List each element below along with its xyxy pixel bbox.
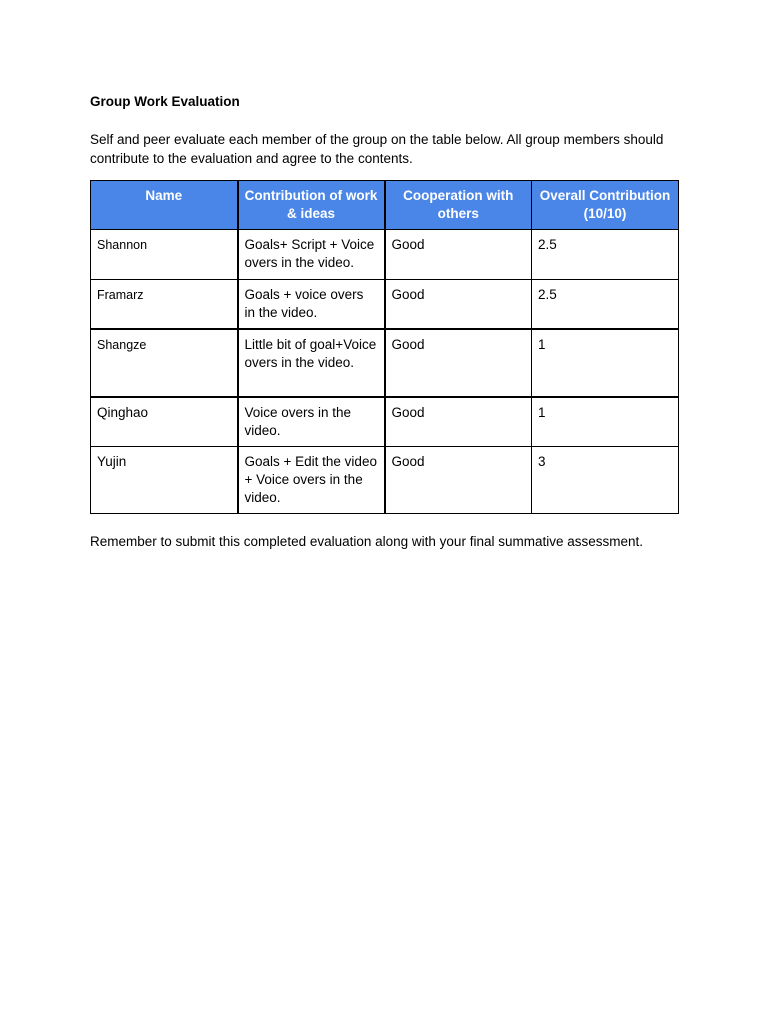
member-overall: 1 [532,397,679,447]
member-contribution: Voice overs in the video. [238,397,385,447]
column-header-name: Name [91,181,238,230]
intro-paragraph: Self and peer evaluate each member of the group on the table below. All group members should contribute to the evaluation and agree to the contents. [90,132,664,166]
member-overall: 1 [532,329,679,397]
member-contribution: Goals + voice overs in the video. [238,280,385,330]
table-row [91,397,679,447]
member-cooperation: Good [385,280,532,330]
member-name: Yujin [91,447,238,514]
member-name: Shangze [91,329,238,397]
member-overall: 3 [532,447,679,514]
table-row [91,447,679,514]
member-name: Qinghao [91,397,238,447]
page-title: Group Work Evaluation [90,94,240,109]
column-header-contribution: Contribution of work & ideas [238,181,385,230]
member-name: Shannon [91,230,238,280]
member-overall: 2.5 [532,280,679,330]
document-page [90,93,680,551]
member-contribution: Goals + Edit the video + Voice overs in the video. [238,447,385,514]
table-row [91,230,679,280]
member-cooperation: Good [385,447,532,514]
member-cooperation: Good [385,329,532,397]
member-contribution: Little bit of goal+Voice overs in the video. [238,329,385,397]
table-row [91,329,679,397]
member-name: Framarz [91,280,238,330]
member-cooperation: Good [385,397,532,447]
footer-note: Remember to submit this completed evaluation along with your final summative assessment. [90,534,643,549]
column-header-cooperation: Cooperation with others [385,181,532,230]
member-contribution: Goals+ Script + Voice overs in the video. [238,230,385,280]
member-overall: 2.5 [532,230,679,280]
member-cooperation: Good [385,230,532,280]
table-row [91,280,679,330]
table-header-row [91,181,679,230]
column-header-overall: Overall Contribution (10/10) [532,181,679,230]
evaluation-table [90,180,679,514]
